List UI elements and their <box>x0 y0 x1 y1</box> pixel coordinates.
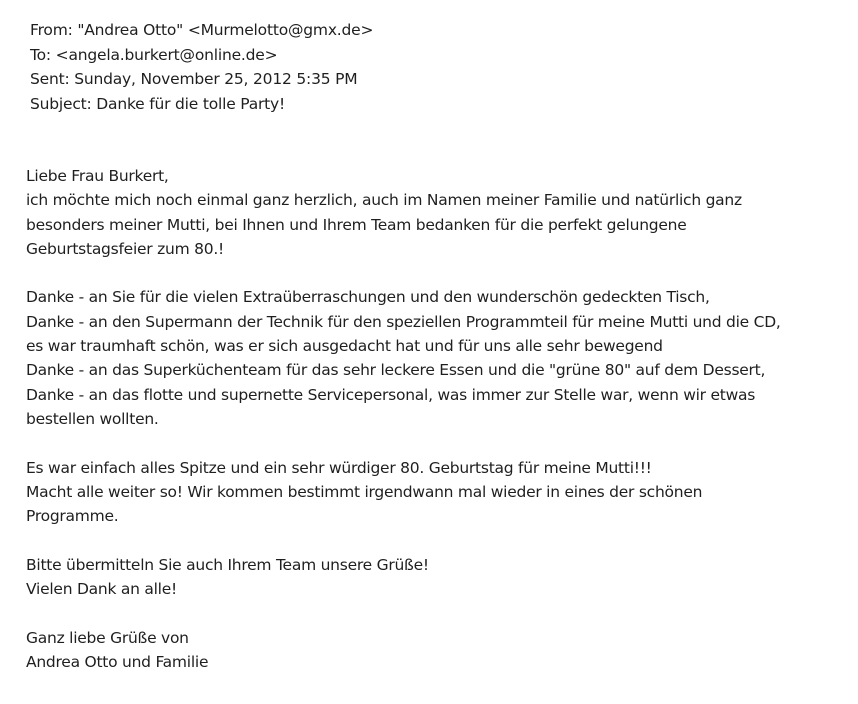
paragraph-line: Es war einfach alles Spitze und ein sehr würdiger 80. Geburtstag für meine Mutti!!! <box>26 458 652 477</box>
paragraph-line: Geburtstagsfeier zum 80.! <box>26 239 224 258</box>
email-header <box>30 18 373 116</box>
paragraph-thanks-list <box>26 285 846 431</box>
paragraph-summary <box>26 456 846 529</box>
paragraph-line: besonders meiner Mutti, bei Ihnen und Ihrem Team bedanken für die perfekt gelungene <box>26 215 687 234</box>
paragraph-spacer <box>26 261 846 285</box>
closing-line: Ganz liebe Grüße von <box>26 628 189 647</box>
paragraph-spacer <box>26 431 846 455</box>
paragraph-line: Vielen Dank an alle! <box>26 580 177 599</box>
paragraph-line: Programme. <box>26 507 119 526</box>
greeting <box>26 164 846 188</box>
paragraph-line: Danke - an das flotte und supernette Servicepersonal, was immer zur Stelle war, wenn wir etwas <box>26 385 756 404</box>
paragraph-thanks-intro <box>26 188 846 261</box>
subject-line: Subject: Danke für die tolle Party! <box>30 94 286 113</box>
paragraph-spacer <box>26 601 846 625</box>
closing-signature <box>26 626 846 675</box>
signature-line: Andrea Otto und Familie <box>26 652 209 671</box>
paragraph-line: Macht alle weiter so! Wir kommen bestimmt irgendwann mal wieder in eines der schönen <box>26 482 703 501</box>
paragraph-line: ich möchte mich noch einmal ganz herzlich, auch im Namen meiner Familie und natürlich ganz <box>26 191 742 210</box>
to-line: To: <angela.burkert@online.de> <box>30 45 278 64</box>
from-line: From: "Andrea Otto" <Murmelotto@gmx.de> <box>30 21 374 39</box>
sent-line: Sent: Sunday, November 25, 2012 5:35 PM <box>30 70 358 88</box>
paragraph-line: bestellen wollten. <box>26 409 159 428</box>
paragraph-spacer <box>26 528 846 552</box>
email-body <box>26 164 846 674</box>
paragraph-regards-team <box>26 553 846 602</box>
paragraph-line: Danke - an den Supermann der Technik für den speziellen Programmteil für meine Mutti und die CD, <box>26 312 781 331</box>
paragraph-line: Danke - an Sie für die vielen Extraüberraschungen und den wunderschön gedeckten Tisch, <box>26 288 710 307</box>
paragraph-line: Bitte übermitteln Sie auch Ihrem Team unsere Grüße! <box>26 555 429 574</box>
paragraph-line: Danke - an das Superküchenteam für das sehr leckere Essen und die "grüne 80" auf dem Dessert, <box>26 361 766 380</box>
greeting-line: Liebe Frau Burkert, <box>26 167 169 185</box>
paragraph-line: es war traumhaft schön, was er sich ausgedacht hat und für uns alle sehr bewegend <box>26 337 663 356</box>
